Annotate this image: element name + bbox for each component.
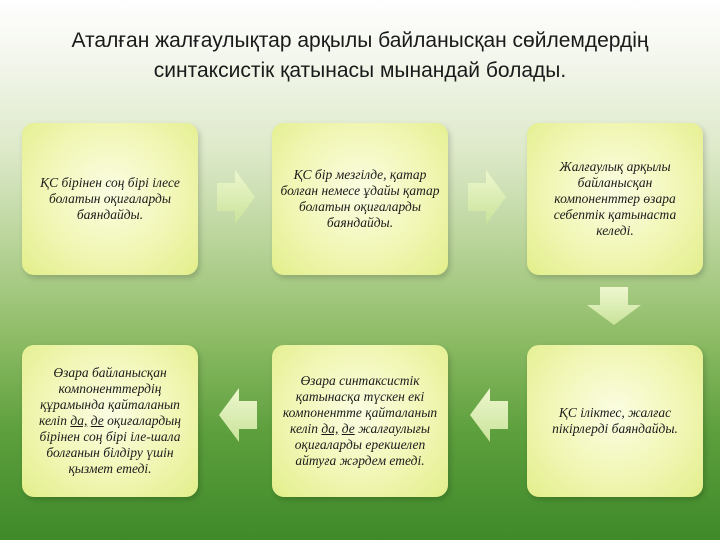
box-sequential-events-text: ҚС бірінен соң бірі ілесе болатын оқиғаларды баяндайды.: [40, 175, 180, 222]
box-causal-relation-text: Жалғаулық арқылы байланысқан компоненттер өзара себептік қатынаста келеді.: [553, 159, 677, 238]
box-causal-relation: [527, 123, 703, 275]
box-connected-thoughts-text: ҚС іліктес, жалғас пікірлерді баяндайды.: [552, 405, 678, 436]
arrow-right-icon: [215, 168, 257, 226]
arrow-down-icon: [585, 285, 643, 327]
box-connected-thoughts: [527, 345, 703, 497]
title-line-1: Аталған жалғаулықтар арқылы байланысқан сөйлемдердің: [71, 29, 649, 52]
title-line-2: синтаксистік қатынасы мынандай болады.: [153, 59, 567, 82]
slide-title: [20, 26, 700, 86]
box-emphasis-da-de-text: Өзара синтаксистік қатынасқа түскен екі компонентте қайталанып келіп да, де жалғаулығы оқиғаларды ерекшелеп айтуға жәрдем етеді.: [282, 373, 438, 468]
box-sequential-events: [22, 123, 198, 275]
arrow-left-icon: [217, 386, 259, 444]
box-simultaneous-events-text: ҚС бір мезгілде, қатар болған немесе ұдайы қатар болатын оқиғаларды баяндайды.: [280, 167, 440, 230]
box-simultaneous-events: [272, 123, 448, 275]
box-emphasis-da-de: [272, 345, 448, 497]
arrow-left-icon: [468, 386, 510, 444]
box-repeated-da-de: [22, 345, 198, 497]
box-repeated-da-de-text: Өзара байланысқан компоненттердің құрамында қайталанып келіп да, де оқиғалардың бірінен соң бірі іле-шала болғанын білдіру үшін қызмет етеді.: [39, 365, 181, 476]
arrow-right-icon: [466, 168, 508, 226]
